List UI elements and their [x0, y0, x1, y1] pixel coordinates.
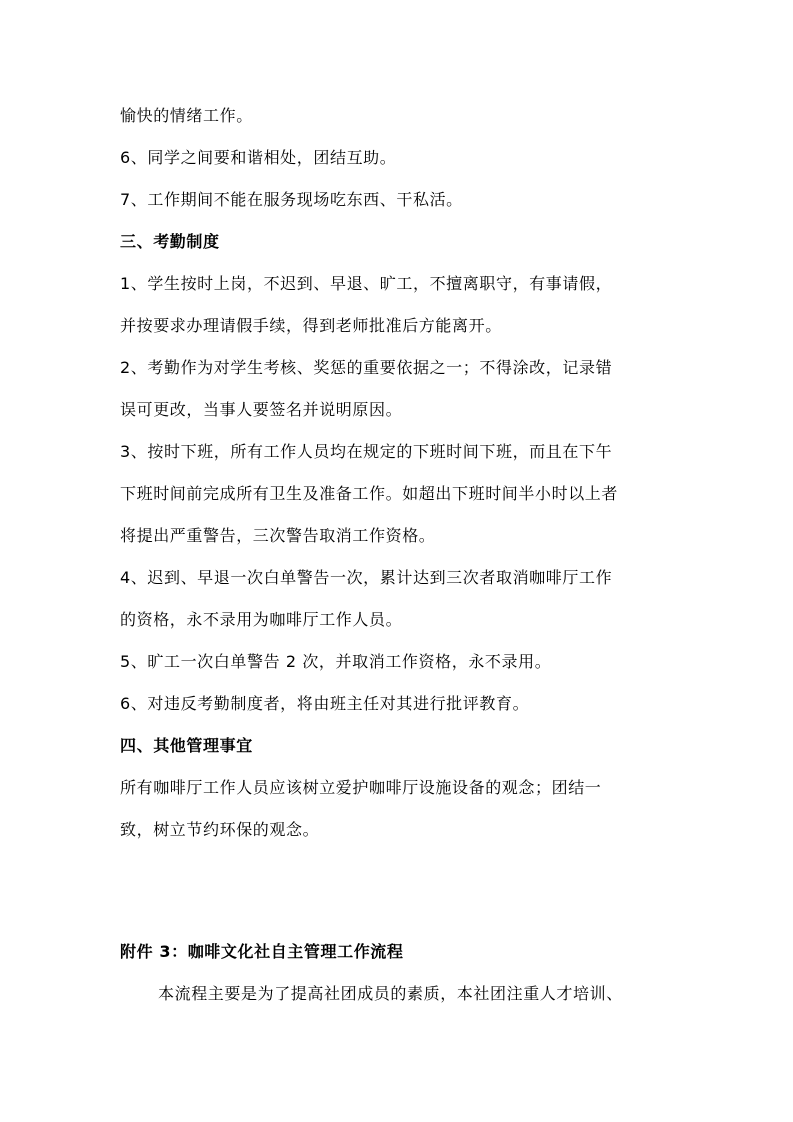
paragraph-line: 4、迟到、早退一次白单警告一次，累计达到三次者取消咖啡厅工作 — [120, 568, 613, 587]
paragraph-line: 致，树立节约环保的观念。 — [120, 820, 320, 839]
paragraph-line: 6、同学之间要和谐相处，团结互助。 — [120, 148, 397, 167]
paragraph-line: 所有咖啡厅工作人员应该树立爱护咖啡厅设施设备的观念；团结一 — [120, 778, 602, 797]
paragraph-line: 1、学生按时上岗，不迟到、早退、旷工，不擅离职守，有事请假， — [120, 274, 613, 293]
paragraph-line: 2、考勤作为对学生考核、奖惩的重要依据之一；不得涂改，记录错 — [120, 358, 613, 377]
paragraph-line: 下班时间前完成所有卫生及准备工作。如超出下班时间半小时以上者 — [120, 484, 619, 503]
paragraph-line: 愉快的情绪工作。 — [120, 106, 253, 125]
section-heading: 三、考勤制度 — [120, 232, 220, 251]
paragraph-line: 将提出严重警告，三次警告取消工作资格。 — [120, 526, 436, 545]
appendix-heading: 附件 3：咖啡文化社自主管理工作流程 — [120, 942, 404, 961]
section-heading: 四、其他管理事宜 — [120, 736, 253, 755]
paragraph-line: 3、按时下班，所有工作人员均在规定的下班时间下班，而且在下午 — [120, 442, 613, 461]
paragraph-line: 7、工作期间不能在服务现场吃东西、干私活。 — [120, 190, 463, 209]
paragraph-line: 误可更改，当事人要签名并说明原因。 — [120, 400, 403, 419]
paragraph-line: 的资格，永不录用为咖啡厅工作人员。 — [120, 610, 403, 629]
paragraph-line: 6、对违反考勤制度者，将由班主任对其进行批评教育。 — [120, 694, 530, 713]
paragraph-line: 本流程主要是为了提高社团成员的素质，本社团注重人才培训、 — [158, 984, 623, 1003]
paragraph-line: 并按要求办理请假手续，得到老师批准后方能离开。 — [120, 316, 502, 335]
paragraph-line: 5、旷工一次白单警告 2 次，并取消工作资格，永不录用。 — [120, 652, 552, 671]
